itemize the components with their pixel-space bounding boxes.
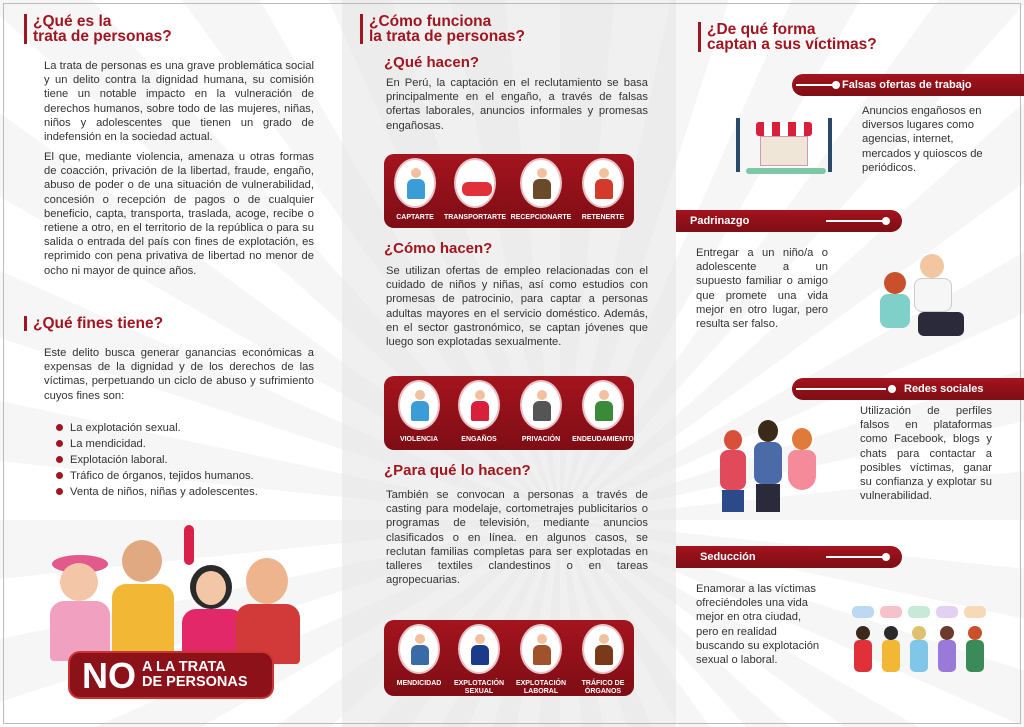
paragraph-que-hacen: En Perú, la captación en el reclutamiento se basa principalmente en el engaño, a través de falsas ofertas laborales, anuncios informales y promesas engañosas. xyxy=(386,77,648,132)
heading-como-captan xyxy=(698,22,877,52)
paragraph-seduccion: Enamorar a las víctimas ofreciéndoles una vida mejor en otra ciudad, pero en realidad buscando su explotación sexual o laboral. xyxy=(696,583,820,667)
band-item xyxy=(506,624,576,696)
heading-line: ¿Qué fines tiene? xyxy=(33,315,164,332)
panel-como-funciona xyxy=(342,0,676,727)
paragraph-fines: Este delito busca generar ganancias económicas a expensas de la dignidad y de los derechos de las víctimas, perpetuando un ciclo de abuso y sufrimiento cuyos fines son: xyxy=(44,347,314,402)
three-youths-illustration xyxy=(718,418,828,518)
paragraph-definition: La trata de personas es una grave problemática social y un delito contra la dignidad humana, su comisión tiene un notable impacto en la vulneración de derechos humanos, sobre todo de las mujeres, niñas, niños y adolescentes que tienen un grado de indefensión en la sociedad actual. xyxy=(44,60,314,144)
band-fines xyxy=(384,620,634,696)
tag-label: Falsas ofertas de trabajo xyxy=(842,79,972,91)
tag-padrinazgo xyxy=(676,210,902,232)
heading-que-es xyxy=(24,14,172,44)
tag-label: Padrinazgo xyxy=(690,215,750,227)
paragraph-redes-sociales: Utilización de perfiles falsos en plataformas como Facebook, blogs y chats para contactar a posibles víctimas, ganar su confianza y explotar su vulnerabilidad. xyxy=(860,405,992,503)
tag-knob xyxy=(882,217,890,225)
adult-child-illustration xyxy=(876,252,976,342)
banner-text xyxy=(142,660,248,690)
tag-seduccion xyxy=(676,546,902,568)
band-label: TRANSPORTARTE xyxy=(443,214,507,221)
heading-line: la trata de personas? xyxy=(369,28,525,45)
band-label: RECEPCIONARTE xyxy=(510,214,572,221)
band-item xyxy=(568,380,638,444)
list-item: La explotación sexual. xyxy=(56,420,258,436)
tag-line xyxy=(796,84,836,86)
band-item xyxy=(506,158,576,222)
paragraph-padrinazgo: Entregar a un niño/a o adolescente a un supuesto familiar o amigo que promete una vida mejor en otro lugar, pero resulta ser falso. xyxy=(696,247,828,331)
car-icon xyxy=(454,158,496,208)
heading-como-funciona xyxy=(360,14,525,44)
market-stall-illustration xyxy=(736,118,836,174)
band-acciones xyxy=(384,154,634,228)
subheading-para-que: ¿Para qué lo hacen? xyxy=(384,462,531,479)
debt-icon xyxy=(582,380,624,430)
band-label: EXPLOTACIÓN LABORAL xyxy=(515,680,567,695)
fines-list xyxy=(56,420,258,500)
tag-knob xyxy=(832,81,840,89)
cage-icon xyxy=(520,380,562,430)
retain-icon xyxy=(582,158,624,208)
band-item xyxy=(444,380,514,444)
band-label: ENGAÑOS xyxy=(461,436,497,443)
chat-people-illustration xyxy=(852,606,992,676)
sexual-exploitation-icon xyxy=(458,624,500,674)
paragraph-para-que: También se convocan a personas a través de casting para modelaje, cortometrajes publicitarios o programas de televisión, mediante anuncios clasificados o en línea. en algunos casos, se reclutan familias completas para ser explotadas en talleres textiles clandestinos o en tareas agropecuarias. xyxy=(386,489,648,587)
list-item: La mendicidad. xyxy=(56,436,258,452)
tag-falsas-ofertas xyxy=(792,74,1024,96)
band-label: PRIVACIÓN xyxy=(521,436,561,443)
no-trata-banner xyxy=(68,651,274,699)
list-item: Venta de niños, niñas y adolescentes. xyxy=(56,484,258,500)
band-label: RETENERTE xyxy=(581,214,625,221)
banner-line: DE PERSONAS xyxy=(142,674,248,690)
couple-icon xyxy=(394,158,436,208)
deception-icon xyxy=(458,380,500,430)
paragraph-legal: El que, mediante violencia, amenaza u otras formas de coacción, privación de la libertad, fraude, engaño, abuso de poder o de una situación de vulnerabilidad, concesión o recepción de pagos o de cualquier beneficio, capta, transporta, traslada, acoge, recibe o retiene a otro, en el territorio de la república o para su salida o entrada del país con fines de explotación, es reprimido con pena privativa de libertad no menor de ocho ni mayor de quince años. xyxy=(44,151,314,277)
begging-icon xyxy=(398,624,440,674)
tag-line xyxy=(796,388,886,390)
heading-line: captan a sus víctimas? xyxy=(707,36,877,53)
tag-redes-sociales xyxy=(792,378,1024,400)
panel-como-captan xyxy=(676,0,1024,727)
violence-icon xyxy=(398,380,440,430)
band-item xyxy=(568,158,638,222)
subheading-que-hacen: ¿Qué hacen? xyxy=(384,54,480,71)
tag-line xyxy=(826,220,886,222)
labor-exploitation-icon xyxy=(520,624,562,674)
banner-no: NO xyxy=(82,655,136,696)
band-label: ENDEUDAMIENTO xyxy=(572,436,634,443)
band-label: TRÁFICO DE ÓRGANOS xyxy=(581,680,625,695)
band-medios xyxy=(384,376,634,450)
heading-line: ¿De qué forma xyxy=(707,21,816,38)
subheading-como-hacen: ¿Cómo hacen? xyxy=(384,240,493,257)
band-label: VIOLENCIA xyxy=(399,436,439,443)
band-label: EXPLOTACIÓN SEXUAL xyxy=(453,680,505,695)
reception-icon xyxy=(520,158,562,208)
heading-line: trata de personas? xyxy=(33,28,172,45)
band-label: CAPTARTE xyxy=(396,214,434,221)
banner-line: A LA TRATA xyxy=(142,659,226,675)
tag-knob xyxy=(882,553,890,561)
organ-trafficking-icon xyxy=(582,624,624,674)
band-item xyxy=(444,624,514,696)
paragraph-como-hacen: Se utilizan ofertas de empleo relacionadas con el cuidado de niños y niñas, así como estudios con promesas de patrocinio, para captar a personas adultas mayores en el servicio doméstico. Además, en el sector gastronómico, se captan jóvenes que luego son explotadas sexualmente. xyxy=(386,265,648,349)
band-item xyxy=(440,158,510,222)
tag-knob xyxy=(888,385,896,393)
tag-line xyxy=(826,556,886,558)
list-item: Explotación laboral. xyxy=(56,452,258,468)
list-item: Tráfico de órganos, tejidos humanos. xyxy=(56,468,258,484)
paragraph-falsas-ofertas: Anuncios engañosos en diversos lugares como agencias, internet, mercados y quioscos de periódicos. xyxy=(862,105,983,174)
tag-label: Seducción xyxy=(700,551,756,563)
band-label: MENDICIDAD xyxy=(396,680,442,687)
band-item xyxy=(568,624,638,696)
heading-fines xyxy=(24,316,163,331)
band-item xyxy=(506,380,576,444)
heading-line: ¿Cómo funciona xyxy=(369,13,492,30)
heading-line: ¿Qué es la xyxy=(33,13,112,30)
tag-label: Redes sociales xyxy=(904,383,984,395)
panel-que-es xyxy=(0,0,342,727)
